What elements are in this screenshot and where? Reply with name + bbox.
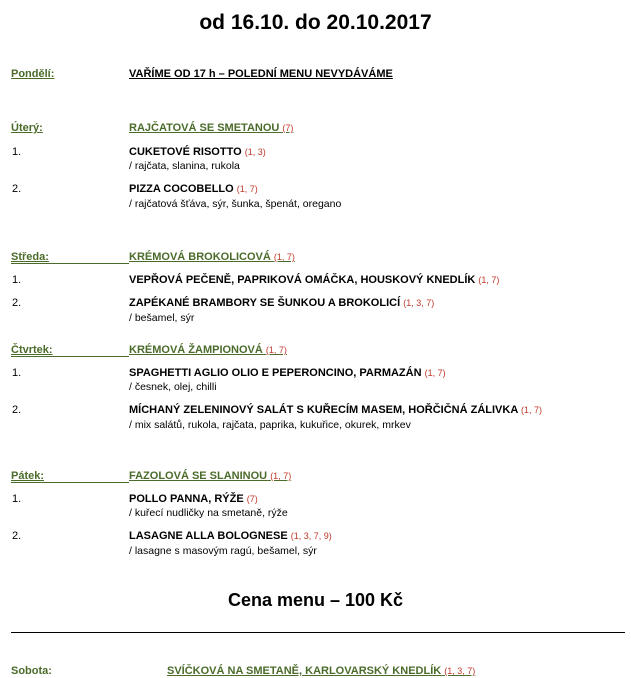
soup-name: SVÍČKOVÁ NA SMETANĚ, KARLOVARSKÝ KNEDLÍK [167,665,442,677]
dish-name [129,366,446,380]
item-number: 1. [12,274,22,286]
dish-title: CUKETOVÉ RISOTTO [129,146,242,158]
soup-name: FAZOLOVÁ SE SLANINOU [129,470,268,482]
dish-title: ZAPÉKANÉ BRAMBORY SE ŠUNKOU A BROKOLICÍ [129,297,401,309]
item-number: 2. [12,297,22,309]
soup-name: KRÉMOVÁ BROKOLICOVÁ [129,251,271,263]
item-number: 1. [12,146,22,158]
dish-description: / rajčata, slanina, rukola [129,160,240,172]
item-number: 2. [12,530,22,542]
dish-name [129,145,266,159]
item-number: 2. [12,183,22,195]
dish-name [129,529,332,543]
allergen-codes: (1, 3) [244,147,266,157]
day-label-friday: Pátek: [11,470,45,482]
allergen-codes: (1, 7) [236,184,258,194]
item-number: 2. [12,404,22,416]
allergen-codes: (1, 7) [520,405,542,415]
day-label-tuesday: Úterý: [11,122,43,134]
page-title: od 16.10. do 20.10.2017 [199,11,432,34]
day-underline [11,482,129,483]
divider-line [11,632,625,633]
dish-title: PIZZA COCOBELLO [129,183,234,195]
dish-name [129,403,542,417]
dish-title: VEPŘOVÁ PEČENĚ, PAPRIKOVÁ OMÁČKA, HOUSKOVÝ KNEDLÍK [129,274,476,286]
item-number: 1. [12,493,22,505]
dish-name [129,273,499,287]
allergen-codes: (7) [282,123,294,133]
thursday-soup [129,343,287,357]
day-label-monday: Pondělí: [11,68,55,80]
saturday-dish [167,664,475,678]
dish-title: POLLO PANNA, RÝŽE [129,493,244,505]
soup-name: RAJČATOVÁ SE SMETANOU [129,122,280,134]
dish-name [129,182,258,196]
allergen-codes: (1, 7) [424,368,446,378]
dish-title: SPAGHETTI AGLIO OLIO E PEPERONCINO, PARMAZÁN [129,367,422,379]
tuesday-soup [129,121,293,135]
dish-title: MÍCHANÝ ZELENINOVÝ SALÁT S KUŘECÍM MASEM, HOŘČIČNÁ ZÁLIVKA [129,404,518,416]
friday-soup [129,469,291,483]
wednesday-soup [129,250,295,264]
monday-notice: VAŘÍME OD 17 h – POLEDNÍ MENU NEVYDÁVÁME [129,68,393,80]
dish-description: / rajčatová šťáva, sýr, šunka, špenát, oregano [129,198,342,210]
day-underline [11,263,129,264]
allergen-codes: (1, 3, 7) [403,298,435,308]
day-label-wednesday: Středa: [11,251,49,263]
day-label-thursday: Čtvrtek: [11,344,53,356]
day-label-saturday: Sobota: [11,665,52,677]
item-number: 1. [12,367,22,379]
dish-description: / kuřecí nudličky na smetaně, rýže [129,507,288,519]
allergen-codes: (1, 3, 7, 9) [290,531,332,541]
dish-description: / mix salátů, rukola, rajčata, paprika, kukuřice, okurek, mrkev [129,419,411,431]
allergen-codes: (1, 3, 7) [444,666,476,676]
dish-title: LASAGNE ALLA BOLOGNESE [129,530,288,542]
allergen-codes: (1, 7) [478,275,500,285]
soup-name: KRÉMOVÁ ŽAMPIONOVÁ [129,344,263,356]
menu-price: Cena menu – 100 Kč [227,590,404,610]
allergen-codes: (7) [246,494,258,504]
dish-description: / bešamel, sýr [129,312,195,324]
dish-name [129,492,258,506]
allergen-codes: (1, 7) [270,471,292,481]
day-underline [11,356,129,357]
dish-description: / lasagne s masovým ragú, bešamel, sýr [129,545,317,557]
allergen-codes: (1, 7) [273,252,295,262]
dish-description: / česnek, olej, chilli [129,381,217,393]
dish-name [129,296,434,310]
allergen-codes: (1, 7) [265,345,287,355]
